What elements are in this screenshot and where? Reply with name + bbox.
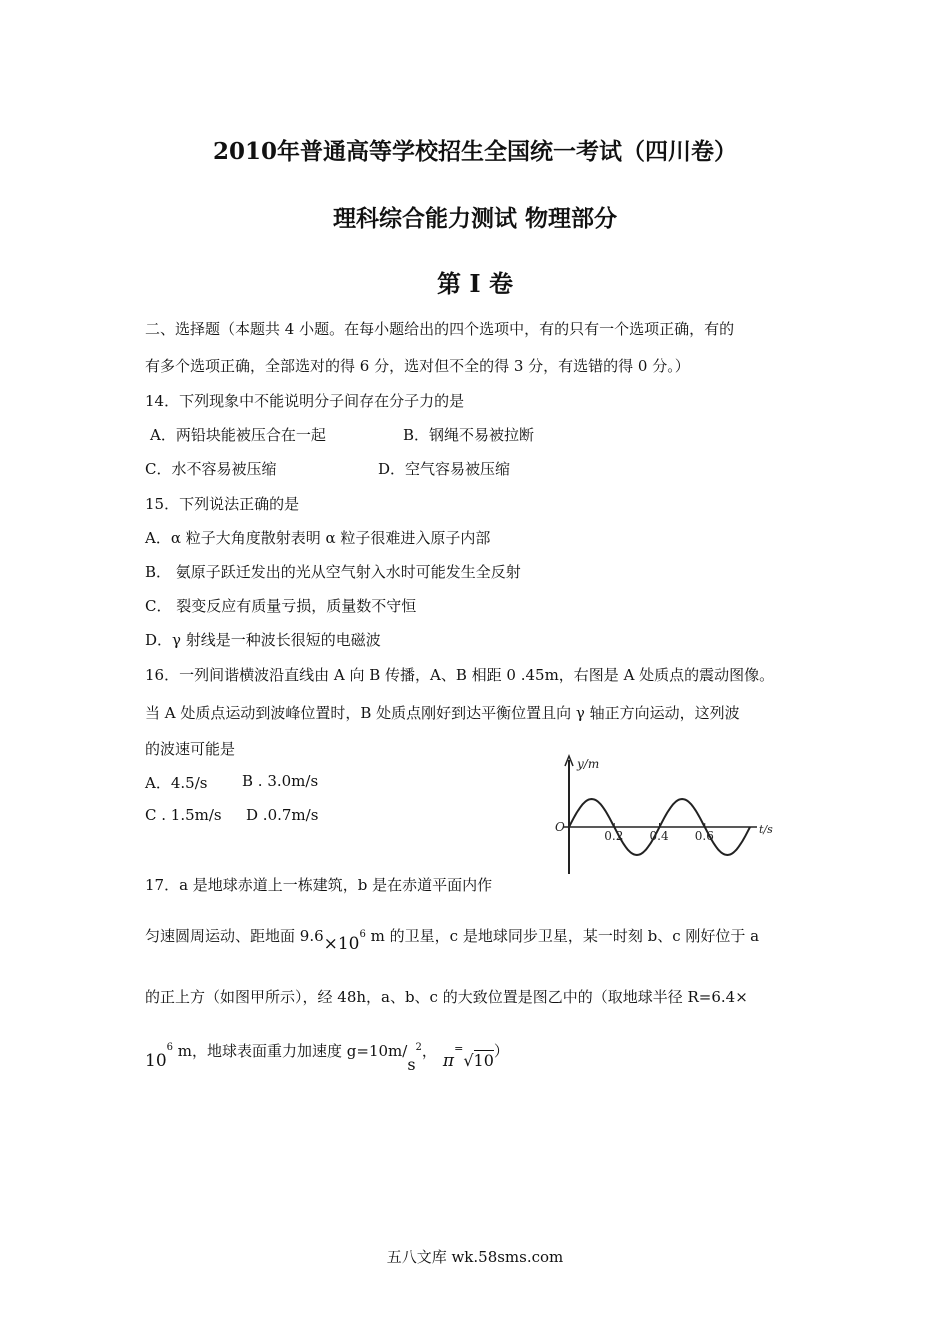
x-axis-label: t/s: [759, 823, 773, 836]
q16-stem-line3: 的波速可能是: [145, 740, 236, 758]
q14-stem: 14．下列现象中不能说明分子间存在分子力的是: [145, 392, 465, 410]
q15-option-b: B． 氨原子跃迁发出的光从空气射入水时可能发生全反射: [145, 563, 521, 581]
q15-option-a: A．α 粒子大角度散射表明 α 粒子很难进入原子内部: [145, 529, 491, 547]
q15-option-d: D．γ 射线是一种波长很短的电磁波: [145, 631, 381, 649]
q16-option-d: D .0.7m/s: [246, 806, 319, 824]
q15-option-c: C． 裂变反应有质量亏损，质量数不守恒: [145, 597, 417, 615]
q14-option-c: C．水不容易被压缩: [145, 460, 277, 478]
origin-label: O: [555, 820, 565, 834]
section-intro-line2: 有多个选项正确，全部选对的得 6 分，选对但不全的得 3 分，有选错的得 0 分。）: [145, 357, 690, 375]
exam-title: 2010年普通高等学校招生全国统一考试（四川卷）: [212, 138, 737, 165]
q15-stem: 15．下列说法正确的是: [145, 495, 300, 513]
q17-line4-s: s: [407, 1055, 416, 1074]
q17-line4-eq: =: [454, 1042, 464, 1055]
volume-title: 第 I 卷: [437, 269, 513, 298]
q17-line4-s-exp: 2: [415, 1042, 422, 1053]
q17-stem-line2: [145, 925, 760, 954]
q16-stem-line2: 当 A 处质点运动到波峰位置时，B 处质点刚好到达平衡位置且向 γ 轴正方向运动，这列波: [145, 704, 740, 722]
x-tick-label: 0.6: [694, 829, 714, 843]
x-tick-label: 0.4: [649, 829, 669, 843]
q17-stem-line3: 的正上方（如图甲所示），经 48h，a、b、c 的大致位置是图乙中的（取地球半径 R=6.4×: [145, 988, 748, 1006]
q17-line4-exp: 6: [166, 1042, 174, 1053]
q17-stem-line1: 17．a 是地球赤道上一栋建筑，b 是在赤道平面内作: [145, 876, 493, 894]
q17-line4-comma: ，: [421, 1042, 437, 1060]
q17-line2-exp: 6: [359, 929, 366, 940]
q17-line4-mid: m，地球表面重力加速度 g=10m/: [173, 1042, 408, 1060]
section-intro-line1: 二、选择题（本题共 4 小题。在每小题给出的四个选项中，有的只有一个选项正确，有的: [145, 320, 735, 338]
q16-option-c: C . 1.5m/s: [145, 806, 222, 824]
exam-subtitle: 理科综合能力测试 物理部分: [332, 205, 617, 232]
q16-stem-line1: 16．一列间谐横波沿直线由 A 向 B 传播，A、B 相距 0 .45m，右图是 A 处质点的震动图像。: [145, 666, 775, 684]
q17-line2-post: m 的卫星，c 是地球同步卫星，某一时刻 b、c 刚好位于 a: [365, 927, 760, 945]
q17-stem-line4: [145, 1040, 509, 1074]
q17-line4-root: 10: [473, 1051, 494, 1070]
q16-option-b: B . 3.0m/s: [242, 772, 319, 790]
q16-option-a: A．4.5/s: [145, 774, 208, 792]
q14-option-d: D．空气容易被压缩: [378, 460, 511, 478]
sqrt-icon: √: [463, 1051, 474, 1070]
q14-option-b: B．钢绳不易被拉断: [403, 426, 535, 444]
q17-line2-times: ×10: [323, 934, 360, 954]
vibration-graph: [545, 752, 785, 877]
q17-line2-pre: 匀速圆周运动、距地面 9.6: [145, 927, 324, 945]
q14-option-a: A．两铅块能被压合在一起: [150, 426, 326, 444]
x-tick-label: 0.2: [604, 829, 624, 843]
q17-line4-base: 10: [145, 1051, 167, 1071]
footer-source: 五八文库 wk.58sms.com: [386, 1248, 564, 1266]
y-axis-label: y/m: [577, 757, 600, 771]
q17-line4-end: ）: [493, 1042, 509, 1060]
q17-line4-pi: π: [442, 1051, 455, 1071]
